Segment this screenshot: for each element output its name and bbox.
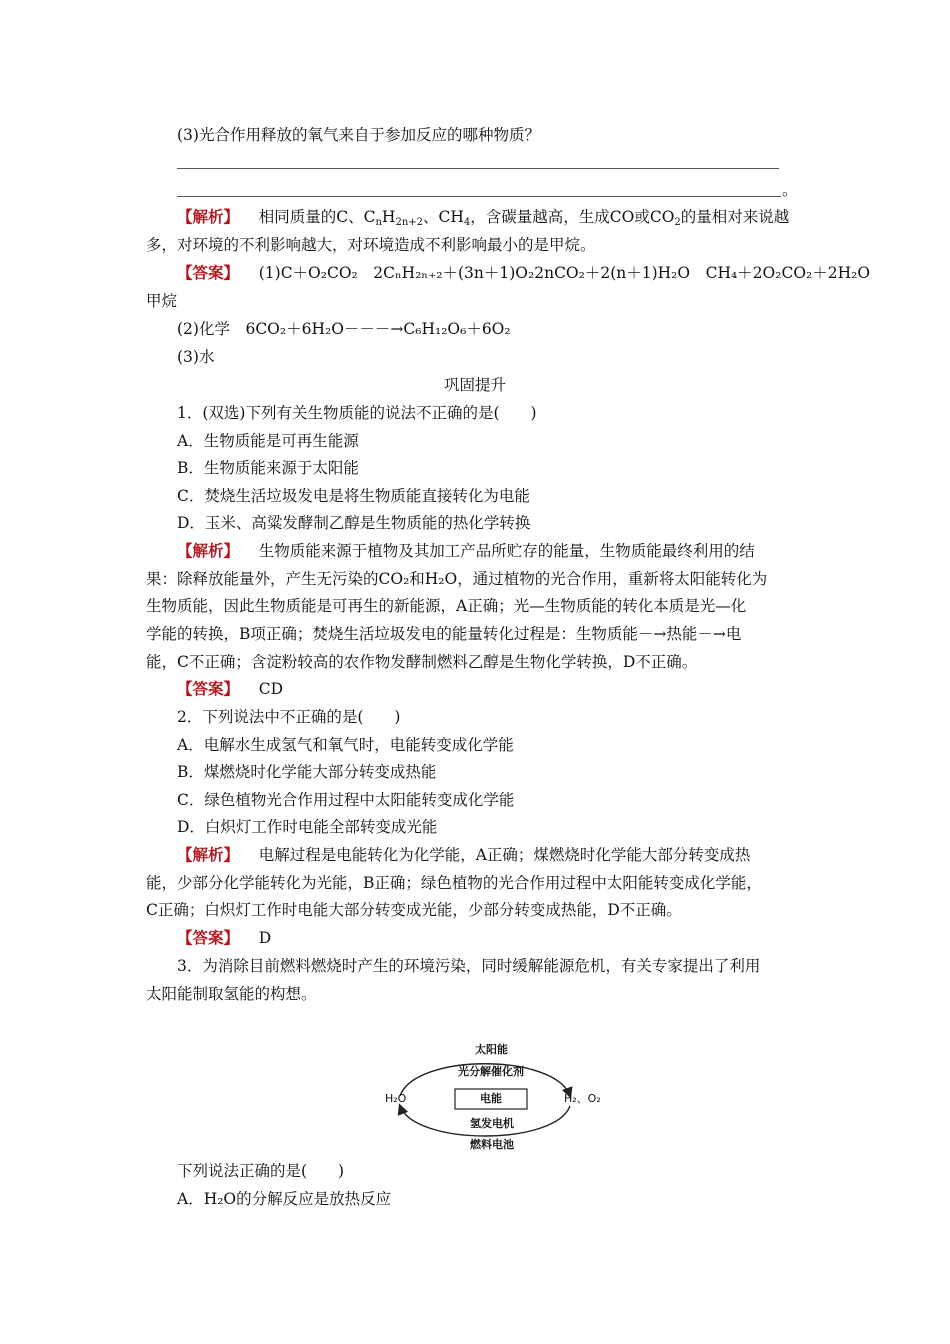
q2-jiexi-line3: C正确；白炽灯工作时电能大部分转变成光能，少部分转变成热能，D不正确。 [146,901,682,919]
diagram-label-electricity: 电能 [480,1092,502,1105]
q3-prompt-text: 光合作用释放的氧气来自于参加反应的哪种物质？ [198,126,540,144]
q1-option-d: D．玉米、高粱发酵制乙醇是生物质能的热化学转换 [177,514,531,532]
answer-text: D [258,929,272,947]
q1-jiexi-line4: 学能的转换，B项正确；焚烧生活垃圾发电的能量转化过程是：生物质能－→热能－→电 [146,625,742,643]
q3-question: 下列说法正确的是( ) [177,1162,345,1180]
text: H [381,208,396,226]
diagram-label-h2-o2: H₂、O₂ [564,1092,601,1105]
q2-jiexi-line2: 能，少部分化学能转化为光能，B正确；绿色植物的光合作用过程中太阳能转变成化学能， [146,874,762,892]
answer-line-2 [177,196,781,197]
text: 相同质量的C、C [258,208,376,226]
text: 电解过程是电能转化为化学能，A正确；煤燃烧时化学能大部分转变成热 [258,846,751,864]
diagram-label-water: H₂O [385,1092,407,1105]
q2-stem: 2．下列说法中不正确的是( ) [177,708,401,726]
text: ，含碳量越高，生成CO或CO [470,208,675,226]
block1-jiexi-line2: 多，对环境的不利影响越大，对环境造成不利影响最小的是甲烷。 [146,236,596,254]
block1-jiexi-line1: 【解析】 相同质量的C、$C_nH_{2n+2}$、$CH_4$，含碳量越高，生成CO或$CO_2$的量相对来说越 [177,207,790,228]
q1-stem: 1．(双选)下列有关生物质能的说法不正确的是( ) [177,404,537,422]
diagram-label-fuel-cell: 燃料电池 [470,1138,514,1151]
answer-text: CD [258,680,284,698]
q2-answer [177,928,271,948]
q1-option-a: A．生物质能是可再生能源 [177,432,359,450]
text: 、CH [423,208,464,226]
daan-label: 【答案】 [177,263,240,282]
diagram-label-sun: 太阳能 [475,1043,508,1056]
q1-jiexi-line3: 生物质能，因此生物质能是可再生的新能源，A正确；光—生物质能的转化本质是光—化 [146,597,747,615]
jiexi-label: 【解析】 [177,207,240,226]
q3-option-a: A．H₂O的分解反应是放热反应 [177,1190,392,1208]
q1-option-b: B．生物质能来源于太阳能 [177,459,359,477]
answer-text: (1)C＋O₂CO₂ 2CₙH₂ₙ₊₂＋(3n＋1)O₂2nCO₂＋2(n＋1)H₂O CH₄＋2O₂CO₂＋2H₂O [258,264,871,282]
block1-answer-line1b: 甲烷 [146,292,178,310]
block1-answer-line2: (2)化学 6CO₂＋6H₂O－－－→C₆H₁₂O₆＋6O₂ [177,320,511,338]
q3-prompt [177,125,540,145]
jiexi-label: 【解析】 [177,541,240,560]
q1-answer [177,679,283,699]
q2-option-d: D．白炽灯工作时电能全部转变成光能 [177,818,438,836]
q3-stem-line1: 3．为消除目前燃料燃烧时产生的环境污染，同时缓解能源危机，有关专家提出了利用 [177,957,761,975]
text: 生物质能来源于植物及其加工产品所贮存的能量，生物质能最终利用的结 [258,542,755,560]
text: 的量相对来说越 [680,208,790,226]
q1-jiexi-line5: 能，C不正确；含淀粉较高的农作物发酵制燃料乙醇是生物化学转换，D不正确。 [146,653,698,671]
q3-stem-line2: 太阳能制取氢能的构想。 [146,985,317,1003]
q3-prompt-num: (3) [177,126,199,144]
section-title: 巩固提升 [443,376,506,394]
q1-jiexi-line1 [177,541,755,561]
q2-option-a: A．电解水生成氢气和氧气时，电能转变成化学能 [177,736,514,754]
daan-label: 【答案】 [177,679,240,698]
answer-line-1 [177,168,779,169]
q1-option-c: C．焚烧生活垃圾发电是将生物质能直接转化为电能 [177,487,530,505]
q2-jiexi-line1 [177,845,750,865]
end-mark: 。 [782,181,798,199]
q2-option-b: B．煤燃烧时化学能大部分转变成热能 [177,763,437,781]
q2-option-c: C．绿色植物光合作用过程中太阳能转变成化学能 [177,791,515,809]
diagram-label-generator: 氢发电机 [470,1117,514,1130]
jiexi-label: 【解析】 [177,845,240,864]
block1-answer-line1 [177,263,870,283]
block1-answer-line3: (3)水 [177,348,215,366]
diagram-label-catalyst: 光分解催化剂 [458,1065,524,1078]
q1-jiexi-line2: 果：除释放能量外，产生无污染的CO₂和H₂O，通过植物的光合作用，重新将太阳能转化为 [146,570,768,588]
daan-label: 【答案】 [177,928,240,947]
